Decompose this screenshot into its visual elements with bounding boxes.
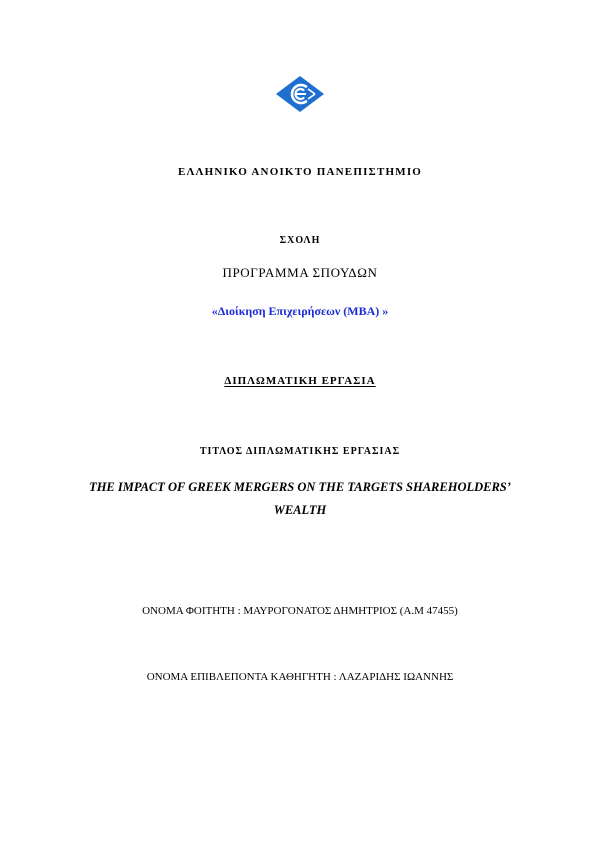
student-name: ΟΝΟΜΑ ΦΟΙΤΗΤΗ : ΜΑΥΡΟΓΟΝΑΤΟΣ ΔΗΜΗΤΡΙΟΣ (Α.Μ 47455) — [142, 605, 458, 617]
school-label: ΣΧΟΛΗ — [279, 235, 321, 246]
thesis-label — [0, 376, 600, 387]
thesis-title-label: ΤΙΤΛΟΣ ΔΙΠΛΩΜΑΤΙΚΗΣ ΕΡΓΑΣΙΑΣ — [199, 446, 401, 457]
program-name: «Διοίκηση Επιχειρήσεων (ΜΒΑ) » — [211, 304, 389, 318]
supervisor-name: ΟΝΟΜΑ ΕΠΙΒΛΕΠΟΝΤΑ ΚΑΘΗΓΗΤΗ : ΛΑΖΑΡΙΔΗΣ ΙΩΑΝΝΗΣ — [146, 671, 454, 683]
university-name: ΕΛΛΗΝΙΚΟ ΑΝΟΙΚΤΟ ΠΑΝΕΠΙΣΤΗΜΙΟ — [177, 166, 423, 178]
thesis-label-text: ΔΙΠΛΩΜΑΤΙΚΗ ΕΡΓΑΣΙΑ — [224, 375, 376, 387]
program-label: ΠΡΟΓΡΑΜΜΑ ΣΠΟΥΔΩΝ — [222, 265, 378, 280]
thesis-title-line-1: THE IMPACT OF GREEK MERGERS ON THE TARGETS SHAREHOLDERS’ — [89, 480, 511, 494]
university-emblem-icon — [275, 75, 325, 113]
thesis-title-line-2: WEALTH — [273, 503, 327, 517]
